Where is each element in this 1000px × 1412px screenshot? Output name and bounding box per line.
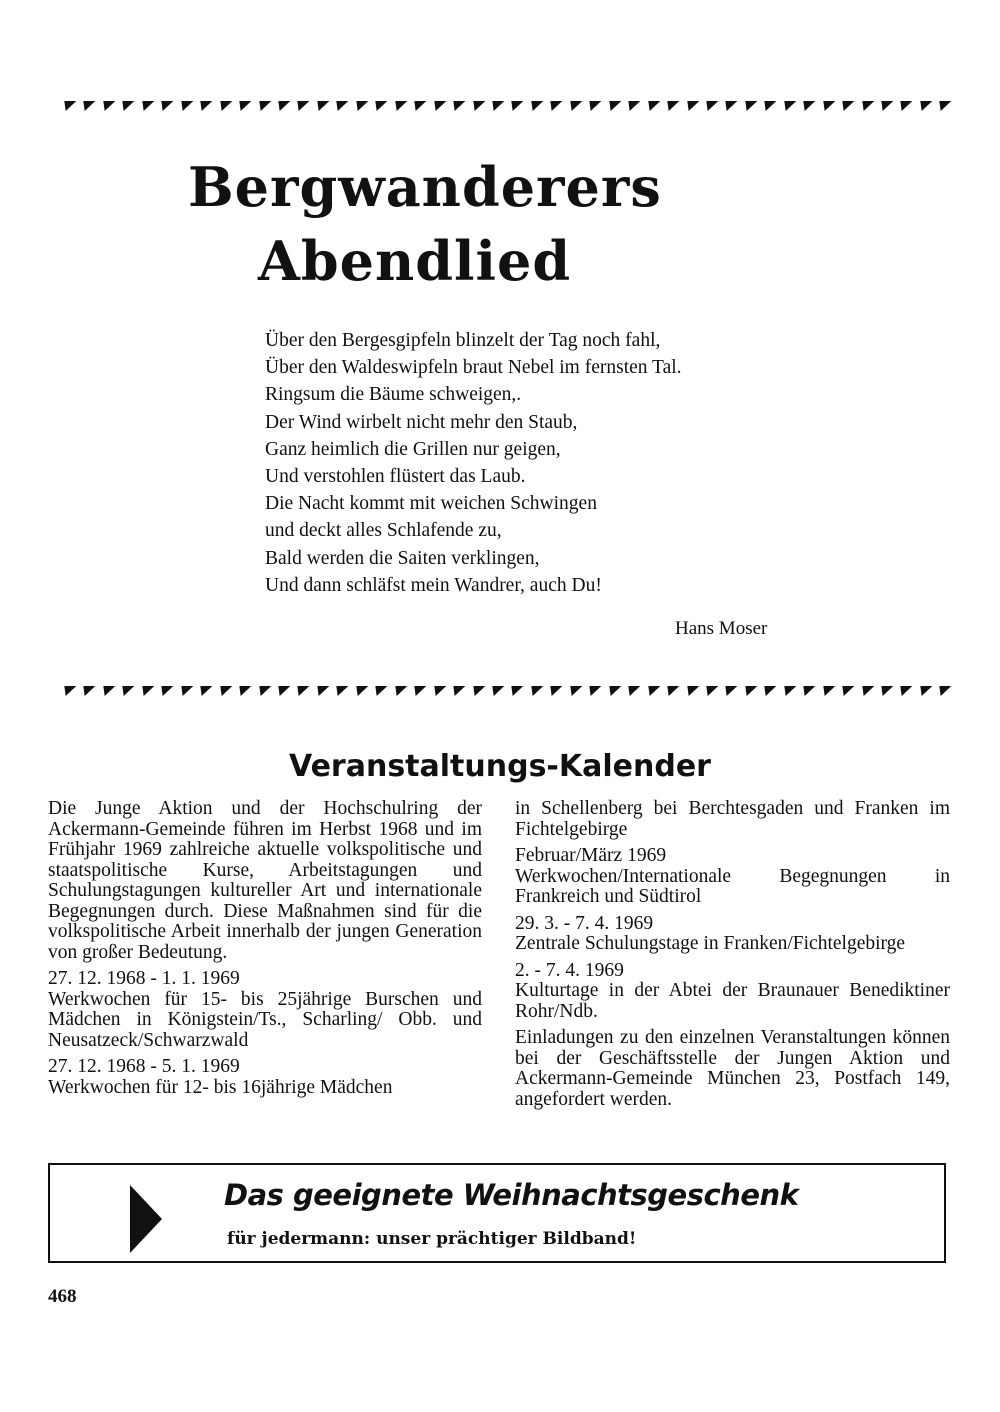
ornament-chevron-icon [79,101,96,111]
ornament-chevron-icon [702,686,719,696]
ad-subline: für jedermann: unser prächtiger Bildband! [227,1229,637,1249]
ornament-chevron-icon [215,101,232,111]
ornament-chevron-icon [254,101,271,111]
middle-ornament-divider [62,683,950,699]
page-number: 468 [48,1286,77,1307]
ornament-chevron-icon [99,686,116,696]
ornament-chevron-icon [254,686,271,696]
ornament-chevron-icon [916,101,933,111]
ornament-chevron-icon [604,101,621,111]
ornament-chevron-icon [235,686,252,696]
calendar-right-column [515,799,950,1116]
event-text: Kulturtage in der Abtei der Braunauer Benediktiner Rohr/Ndb. [515,980,950,1022]
ornament-chevron-icon [527,686,544,696]
ornament-chevron-icon [935,686,952,696]
ornament-chevron-icon [118,686,135,696]
event-date: 29. 3. - 7. 4. 1969 [515,912,654,934]
poem-author: Hans Moser [675,618,768,639]
poem-line: und deckt alles Schlafende zu, [265,520,502,542]
ornament-chevron-icon [663,101,680,111]
ornament-chevron-icon [935,101,952,111]
ornament-chevron-icon [176,101,193,111]
ornament-chevron-icon [215,686,232,696]
ornament-chevron-icon [546,101,563,111]
ornament-chevron-icon [390,686,407,696]
poem-title [188,150,788,298]
poem-line: Ringsum die Bäume schweigen,. [265,384,522,406]
event-text: Zentrale Schulungstage in Franken/Fichtelgebirge [515,933,906,954]
ornament-chevron-icon [818,686,835,696]
ornament-chevron-icon [313,686,330,696]
ornament-chevron-icon [293,101,310,111]
arrow-icon [130,1185,162,1253]
ornament-chevron-icon [838,101,855,111]
ornament-chevron-icon [274,101,291,111]
ornament-chevron-icon [565,101,582,111]
ornament-chevron-icon [663,686,680,696]
poem-line: Und dann schläfst mein Wandrer, auch Du! [265,574,602,596]
ornament-chevron-icon [604,686,621,696]
ornament-chevron-icon [351,686,368,696]
ornament-chevron-icon [877,101,894,111]
ornament-chevron-icon [351,101,368,111]
ornament-chevron-icon [857,101,874,111]
ornament-chevron-icon [332,686,349,696]
ornament-chevron-icon [410,686,427,696]
poem-line: Der Wind wirbelt nicht mehr den Staub, [265,411,578,433]
poem-line: Über den Waldeswipfeln braut Nebel im fernsten Tal. [265,357,682,379]
calendar-intro: Die Junge Aktion und der Hochschulring der Ackermann-Gemeinde führen im Herbst 1968 und im Frühjahr 1969 zahlreiche aktuelle volkspolitische und staatspolitische Kurse, Arbeitstagungen und Schulungstagungen kultureller Art und internationale Begegnungen durch. Diese Maßnahmen sind für die volkspolitische Arbeit innerhalb der jungen Generation von großer Bedeutung. [48,798,482,963]
event-text: Werkwochen für 15- bis 25jährige Burschen und Mädchen in Königstein/Ts., Scharling/ Obb. und Neusatzeck/Schwarzwald [48,988,482,1051]
ornament-chevron-icon [565,686,582,696]
ornament-chevron-icon [527,101,544,111]
poem-title-line2: Abendlied [258,229,572,293]
event-date: 27. 12. 1968 - 5. 1. 1969 [48,1056,240,1077]
ornament-chevron-icon [741,101,758,111]
ornament-chevron-icon [896,101,913,111]
event-date: Februar/März 1969 [515,845,667,866]
ornament-chevron-icon [390,101,407,111]
ornament-chevron-icon [371,101,388,111]
ornament-chevron-icon [624,686,641,696]
ornament-chevron-icon [682,686,699,696]
calendar-left-column [48,799,482,1104]
ornament-chevron-icon [157,101,174,111]
calendar-closing: Einladungen zu den einzelnen Veranstaltungen können bei der Geschäftsstelle der Jungen Aktion und Ackermann-Gemeinde München 23, Postfach 149, angefordert werden. [515,1027,950,1110]
ornament-chevron-icon [585,686,602,696]
ornament-chevron-icon [468,101,485,111]
ad-headline: Das geeignete Weihnachtsgeschenk [224,1178,799,1212]
ornament-chevron-icon [137,686,154,696]
ornament-chevron-icon [721,686,738,696]
ornament-chevron-icon [410,101,427,111]
ornament-chevron-icon [741,686,758,696]
event-continuation: in Schellenberg bei Berchtesgaden und Franken im Fichtelgebirge [515,798,950,840]
event-date: 27. 12. 1968 - 1. 1. 1969 [48,968,240,989]
ornament-chevron-icon [624,101,641,111]
poem-line: Über den Bergesgipfeln blinzelt der Tag noch fahl, [265,330,661,351]
event-text: Werkwochen/Internationale Begegnungen in Frankreich und Südtirol [515,865,950,907]
ornament-chevron-icon [293,686,310,696]
ornament-chevron-icon [488,101,505,111]
ornament-chevron-icon [760,101,777,111]
poem-title-line1: Bergwanderers [188,155,662,219]
ornament-chevron-icon [799,101,816,111]
ornament-chevron-icon [429,686,446,696]
ornament-chevron-icon [546,686,563,696]
ornament-chevron-icon [137,101,154,111]
ornament-chevron-icon [585,101,602,111]
poem-line: Ganz heimlich die Grillen nur geigen, [265,438,561,460]
ornament-chevron-icon [818,101,835,111]
ornament-chevron-icon [468,686,485,696]
ornament-chevron-icon [877,686,894,696]
ornament-chevron-icon [60,101,77,111]
ornament-chevron-icon [60,686,77,696]
poem-line: Die Nacht kommt mit weichen Schwingen [265,493,597,515]
ornament-chevron-icon [118,101,135,111]
ornament-chevron-icon [196,101,213,111]
ornament-chevron-icon [449,101,466,111]
ornament-chevron-icon [721,101,738,111]
ornament-chevron-icon [449,686,466,696]
ornament-chevron-icon [702,101,719,111]
ornament-chevron-icon [643,101,660,111]
ornament-chevron-icon [157,686,174,696]
ornament-chevron-icon [313,101,330,111]
calendar-title: Veranstaltungs-Kalender [289,749,711,784]
ornament-chevron-icon [176,686,193,696]
ornament-chevron-icon [507,101,524,111]
event-text: Werkwochen für 12- bis 16jährige Mädchen [48,1076,393,1098]
advertisement-box [48,1163,946,1263]
ornament-chevron-icon [857,686,874,696]
ornament-chevron-icon [643,686,660,696]
ornament-chevron-icon [79,686,96,696]
ornament-chevron-icon [896,686,913,696]
ornament-chevron-icon [682,101,699,111]
ornament-chevron-icon [488,686,505,696]
ornament-chevron-icon [838,686,855,696]
ornament-chevron-icon [332,101,349,111]
poem-body [265,327,865,599]
event-date: 2. - 7. 4. 1969 [515,959,624,981]
ornament-chevron-icon [507,686,524,696]
ornament-chevron-icon [779,686,796,696]
ornament-chevron-icon [99,101,116,111]
ornament-chevron-icon [196,686,213,696]
ornament-chevron-icon [916,686,933,696]
ornament-chevron-icon [274,686,291,696]
top-ornament-divider [62,98,950,114]
ornament-chevron-icon [371,686,388,696]
ornament-chevron-icon [799,686,816,696]
ornament-chevron-icon [429,101,446,111]
poem-line: Bald werden die Saiten verklingen, [265,547,540,569]
ornament-chevron-icon [760,686,777,696]
poem-line: Und verstohlen flüstert das Laub. [265,466,526,488]
ornament-chevron-icon [779,101,796,111]
ornament-chevron-icon [235,101,252,111]
